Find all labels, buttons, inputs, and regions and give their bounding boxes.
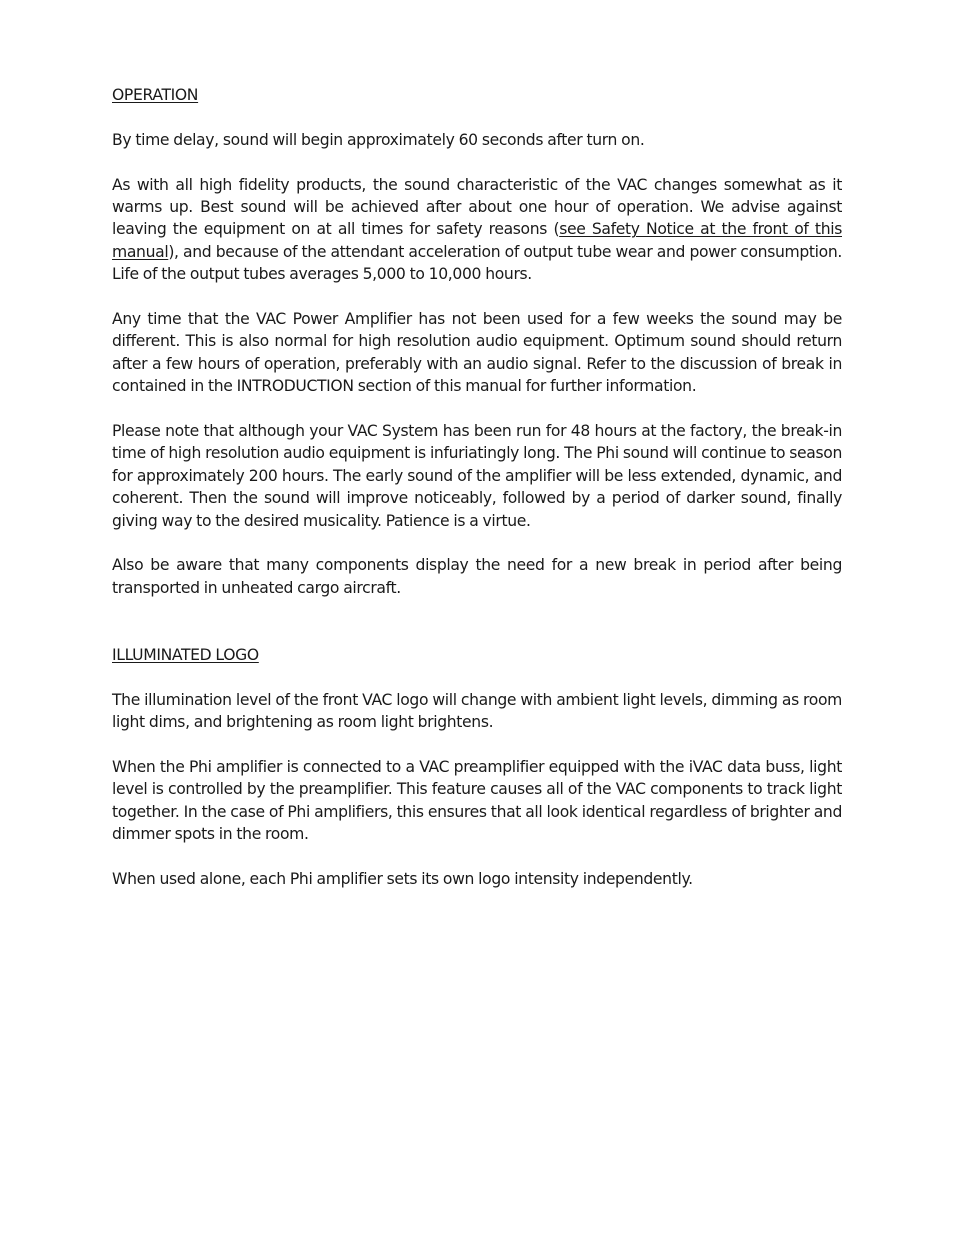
paragraph-time-delay: By time delay, sound will begin approximately 60 seconds after turn on. — [112, 130, 645, 149]
paragraph-ambient-light: The illumination level of the front VAC logo will change with ambient light levels, dimming as room light dims, and brightening as room light brightens. — [112, 690, 842, 732]
paragraph-ivac-data-buss: When the Phi amplifier is connected to a VAC preamplifier equipped with the iVAC data buss, light level is controlled by the preamplifier. This feature causes all of the VAC components to track light together. In the case of Phi amplifiers, this ensures that all look identical regardless of brighter and dimmer spots in the room. — [112, 758, 842, 844]
section-heading-illuminated-logo: ILLUMINATED LOGO — [112, 646, 259, 665]
paragraph-used-alone: When used alone, each Phi amplifier sets its own logo intensity independently. — [112, 870, 693, 889]
paragraph-transport: Also be aware that many components display the need for a new break in period after being transported in unheated cargo aircraft. — [112, 556, 842, 597]
paragraph-text: As with all high fidelity products, the sound characteristic of the VAC changes somewhat as it warms up. Best sound will be achieved after about one hour of operation. We advise against leaving the equipment on at all times for safety reasons ( — [112, 175, 842, 239]
paragraph-unused-weeks: Any time that the VAC Power Amplifier has not been used for a few weeks the sound may be different. This is also normal for high resolution audio equipment. Optimum sound should return after a few hours of operation, preferably with an audio signal. Refer to the discussion of break in contained in the INTRODUCTION section of this manual for further information. — [112, 310, 842, 396]
paragraph-warm-up — [112, 174, 842, 286]
paragraph-text: ), and because of the attendant acceleration of output tube wear and power consumption. Life of the output tubes averages 5,000 to 10,000 hours. — [112, 242, 842, 284]
section-heading-operation: OPERATION — [112, 86, 199, 104]
safety-notice-link[interactable]: see Safety Notice at the front of this manual — [112, 220, 842, 261]
illuminated-logo-section — [112, 644, 842, 890]
operation-section — [112, 84, 842, 599]
document-page — [112, 84, 842, 890]
paragraph-break-in: Please note that although your VAC System has been run for 48 hours at the factory, the break-in time of high resolution audio equipment is infuriatingly long. The Phi sound will continue to season for approximately 200 hours. The early sound of the amplifier will be less extended, dynamic, and coherent. Then the sound will improve noticeably, followed by a period of darker sound, finally giving way to the desired musicality. Patience is a virtue. — [112, 422, 842, 530]
